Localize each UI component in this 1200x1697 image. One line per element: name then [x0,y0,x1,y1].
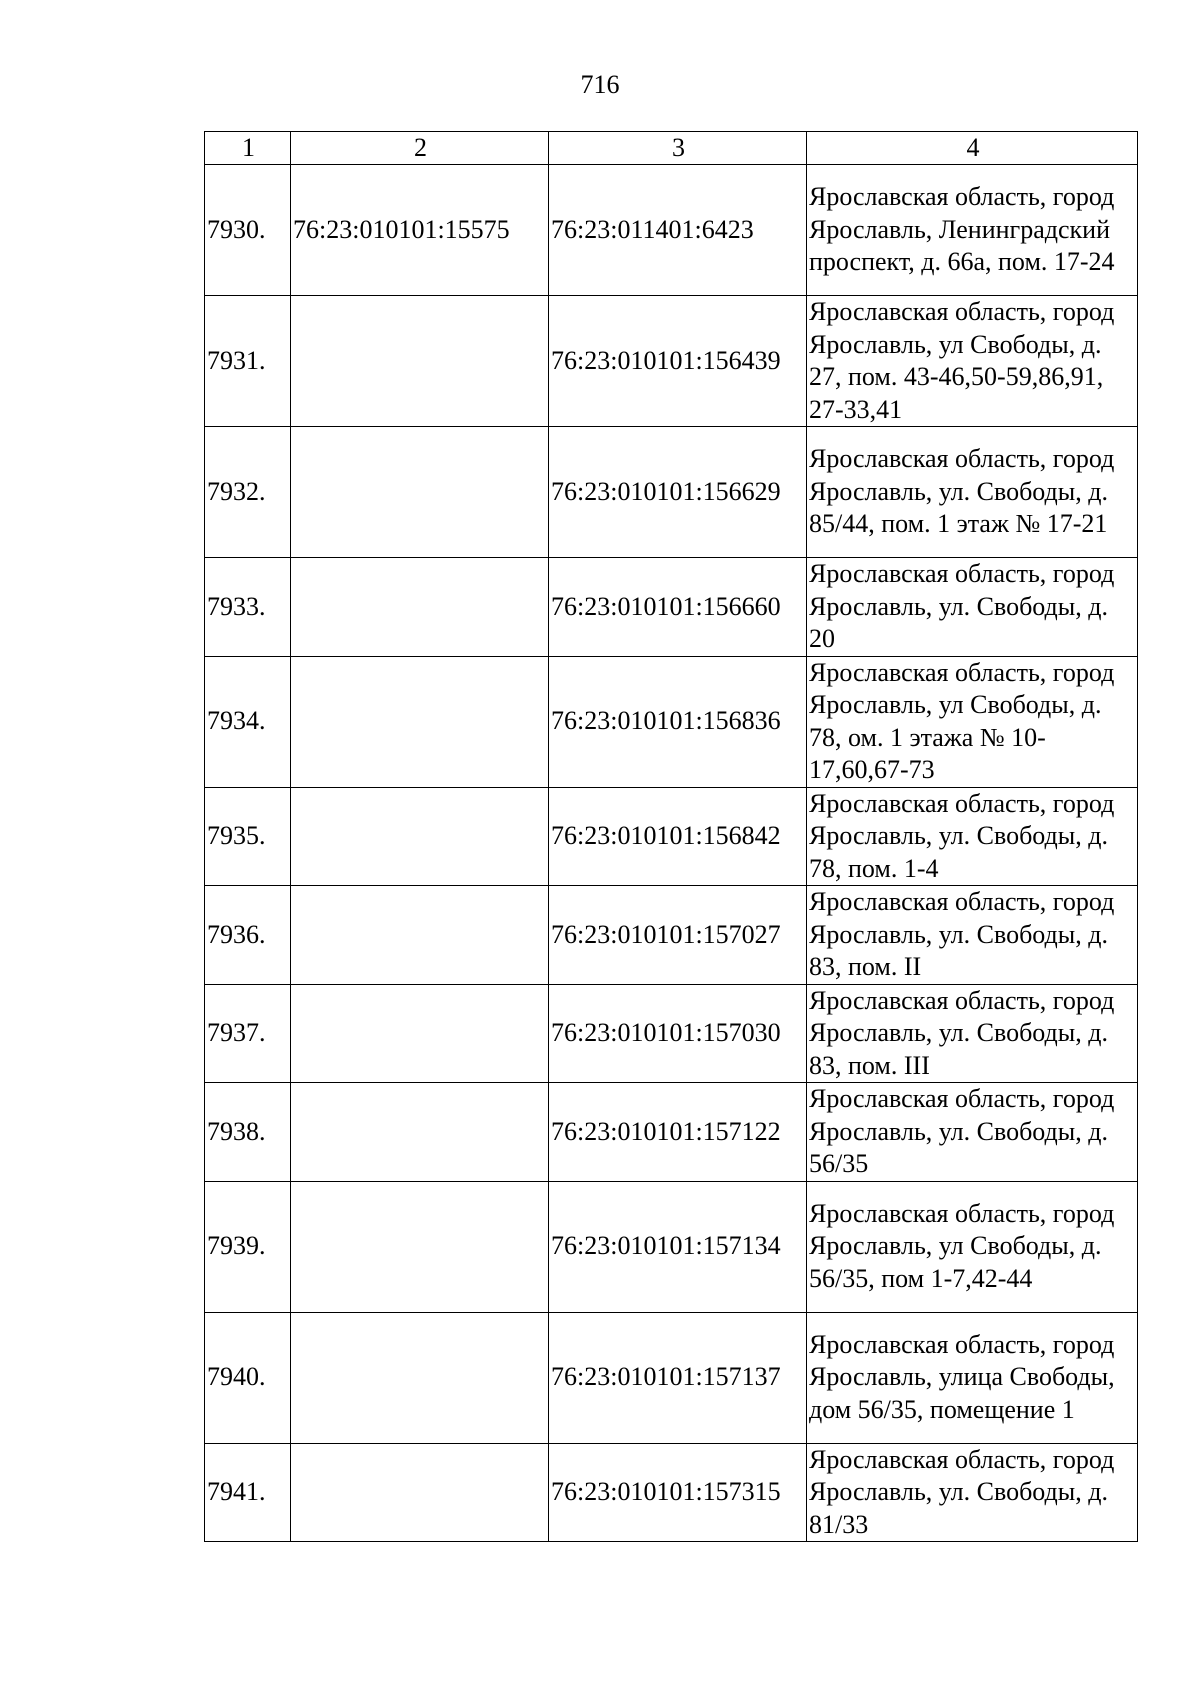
table-row [205,656,1138,787]
row-number: 7933. [205,558,291,657]
row-number: 7939. [205,1181,291,1312]
cadastral-number: 76:23:010101:157027 [549,886,807,985]
table-row [205,165,1138,296]
table-row [205,296,1138,427]
cadastral-number-old [291,427,549,558]
row-number: 7935. [205,787,291,886]
address: Ярославская область, город Ярославль, ул Свободы, д. 56/35, пом 1-7,42-44 [807,1181,1138,1312]
table-row [205,427,1138,558]
header-col-4: 4 [807,132,1138,165]
address: Ярославская область, город Ярославль, улица Свободы, дом 56/35, помещение 1 [807,1312,1138,1443]
cadastral-number: 76:23:010101:156439 [549,296,807,427]
row-number: 7941. [205,1443,291,1542]
address: Ярославская область, город Ярославль, Ленинградский проспект, д. 66а, пом. 17-24 [807,165,1138,296]
address: Ярославская область, город Ярославль, ул Свободы, д. 27, пом. 43-46,50-59,86,91, 27-33,41 [807,296,1138,427]
address: Ярославская область, город Ярославль, ул. Свободы, д. 56/35 [807,1083,1138,1182]
cadastral-number-old [291,984,549,1083]
cadastral-number-old [291,656,549,787]
table-row [205,886,1138,985]
cadastral-number: 76:23:010101:156836 [549,656,807,787]
cadastral-number-old [291,1083,549,1182]
row-number: 7936. [205,886,291,985]
cadastral-number: 76:23:010101:156629 [549,427,807,558]
address: Ярославская область, город Ярославль, ул Свободы, д. 78, ом. 1 этажа № 10-17,60,67-73 [807,656,1138,787]
address: Ярославская область, город Ярославль, ул. Свободы, д. 81/33 [807,1443,1138,1542]
cadastral-number-old: 76:23:010101:15575 [291,165,549,296]
header-col-1: 1 [205,132,291,165]
cadastral-number-old [291,1443,549,1542]
cadastral-number: 76:23:010101:157030 [549,984,807,1083]
cadastral-number: 76:23:010101:157122 [549,1083,807,1182]
address: Ярославская область, город Ярославль, ул. Свободы, д. 20 [807,558,1138,657]
cadastral-number: 76:23:010101:156842 [549,787,807,886]
header-col-2: 2 [291,132,549,165]
cadastral-number: 76:23:010101:157137 [549,1312,807,1443]
cadastral-number-old [291,1312,549,1443]
row-number: 7940. [205,1312,291,1443]
row-number: 7937. [205,984,291,1083]
table-row [205,1443,1138,1542]
cadastral-number-old [291,886,549,985]
row-number: 7932. [205,427,291,558]
cadastral-number-old [291,558,549,657]
cadastral-number-old [291,1181,549,1312]
page-number: 716 [580,70,620,99]
table-row [205,1181,1138,1312]
cadastral-number: 76:23:010101:156660 [549,558,807,657]
cadastral-number: 76:23:010101:157134 [549,1181,807,1312]
registry-table [204,131,1138,1542]
address: Ярославская область, город Ярославль, ул. Свободы, д. 83, пом. II [807,886,1138,985]
table-row [205,1312,1138,1443]
address: Ярославская область, город Ярославль, ул. Свободы, д. 78, пом. 1-4 [807,787,1138,886]
cadastral-number-old [291,296,549,427]
row-number: 7931. [205,296,291,427]
table-row [205,1083,1138,1182]
table-header-row [205,132,1138,165]
row-number: 7938. [205,1083,291,1182]
cadastral-number-old [291,787,549,886]
cadastral-number: 76:23:010101:157315 [549,1443,807,1542]
table-row [205,558,1138,657]
cadastral-number: 76:23:011401:6423 [549,165,807,296]
header-col-3: 3 [549,132,807,165]
row-number: 7934. [205,656,291,787]
table-row [205,984,1138,1083]
table-row [205,787,1138,886]
row-number: 7930. [205,165,291,296]
address: Ярославская область, город Ярославль, ул. Свободы, д. 83, пом. III [807,984,1138,1083]
address: Ярославская область, город Ярославль, ул. Свободы, д. 85/44, пом. 1 этаж № 17-21 [807,427,1138,558]
